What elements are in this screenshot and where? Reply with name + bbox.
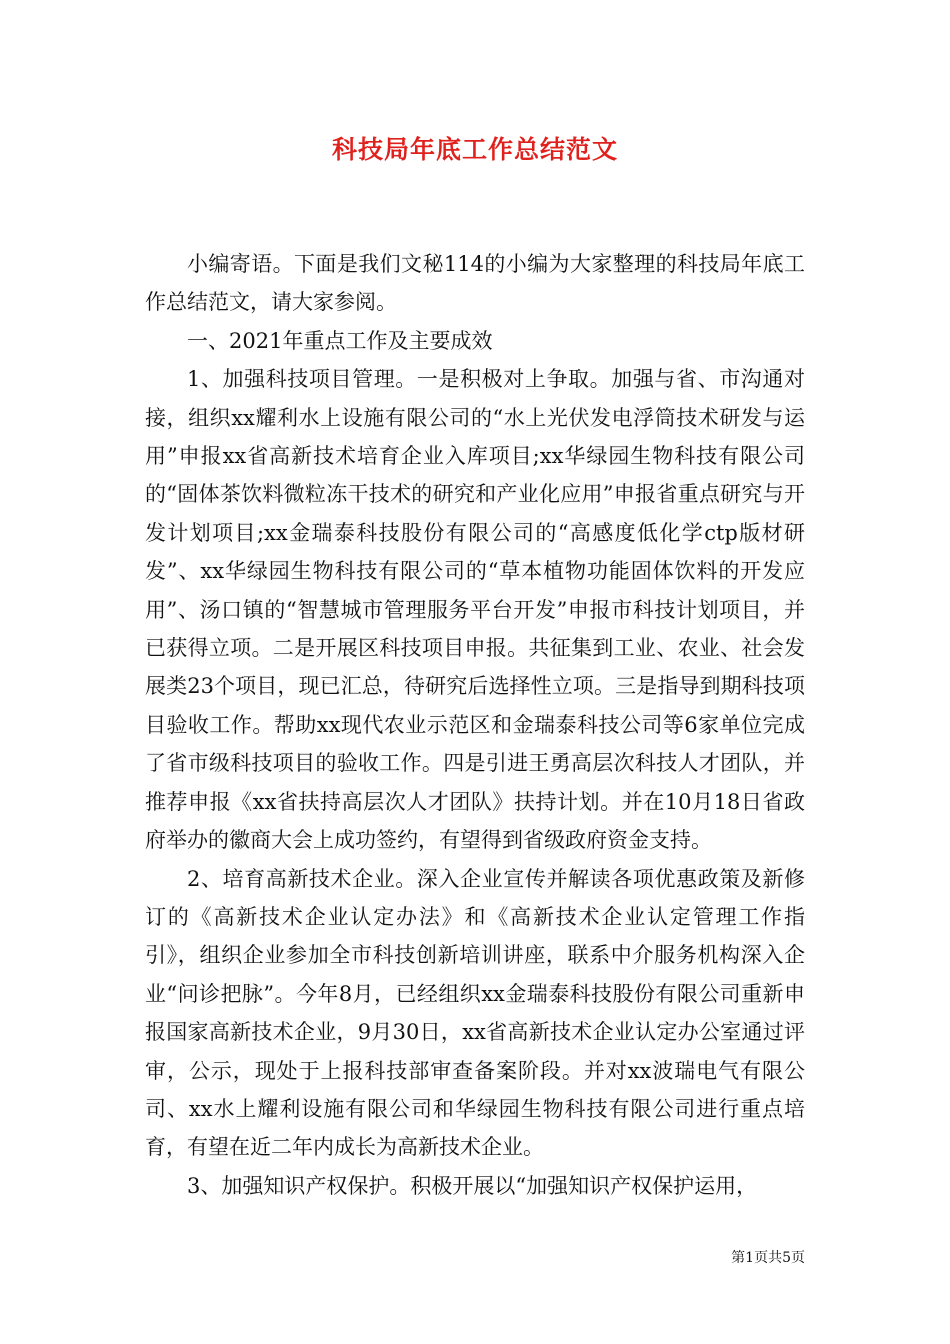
document-title: 科技局年底工作总结范文 (331, 135, 618, 164)
paragraph-item-2: 2、培育高新技术企业。深入企业宣传并解读各项优惠政策及新修订的《高新技术企业认定办法》和《高新技术企业认定管理工作指引》，组织企业参加全市科技创新培训讲座，联系中介服务机构深入企业“问诊把脉”。今年8月，已经组织xx金瑞泰科技股份有限公司重新申报国家高新技术企业，9月30日，xx省高新技术企业认定办公室通过评审，公示，现处于上报科技部审查备案阶段。并对xx波瑞电气有限公司、xx水上耀利设施有限公司和华绿园生物科技有限公司进行重点培育，有望在近二年内成长为高新技术企业。 (145, 866, 805, 1160)
paragraph-intro: 小编寄语。下面是我们文秘114的小编为大家整理的科技局年底工作总结范文，请大家参阅。 (145, 252, 805, 315)
paragraph-item-3: 3、加强知识产权保护。积极开展以“加强知识产权保护运用， (187, 1173, 758, 1198)
section-heading: 一、2021年重点工作及主要成效 (187, 328, 493, 353)
page-number: 第1页共5页 (731, 1250, 805, 1266)
document-body (145, 245, 805, 1205)
paragraph-item-1: 1、加强科技项目管理。一是积极对上争取。加强与省、市沟通对接，组织xx耀利水上设施有限公司的“水上光伏发电浮筒技术研发与运用”申报xx省高新技术培育企业入库项目;xx华绿园生物科技有限公司的“固体茶饮料微粒冻干技术的研究和产业化应用”申报省重点研究与开发计划项目;xx金瑞泰科技股份有限公司的“高感度低化学ctp版材研发”、xx华绿园生物科技有限公司的“草本植物功能固体饮料的开发应用”、汤口镇的“智慧城市管理服务平台开发”申报市科技计划项目，并已获得立项。二是开展区科技项目申报。共征集到工业、农业、社会发展类23个项目，现已汇总，待研究后选择性立项。三是指导到期科技项目验收工作。帮助xx现代农业示范区和金瑞泰科技公司等6家单位完成了省市级科技项目的验收工作。四是引进王勇高层次科技人才团队，并推荐申报《xx省扶持高层次人才团队》扶持计划。并在10月18日省政府举办的徽商大会上成功签约，有望得到省级政府资金支持。 (145, 367, 805, 853)
